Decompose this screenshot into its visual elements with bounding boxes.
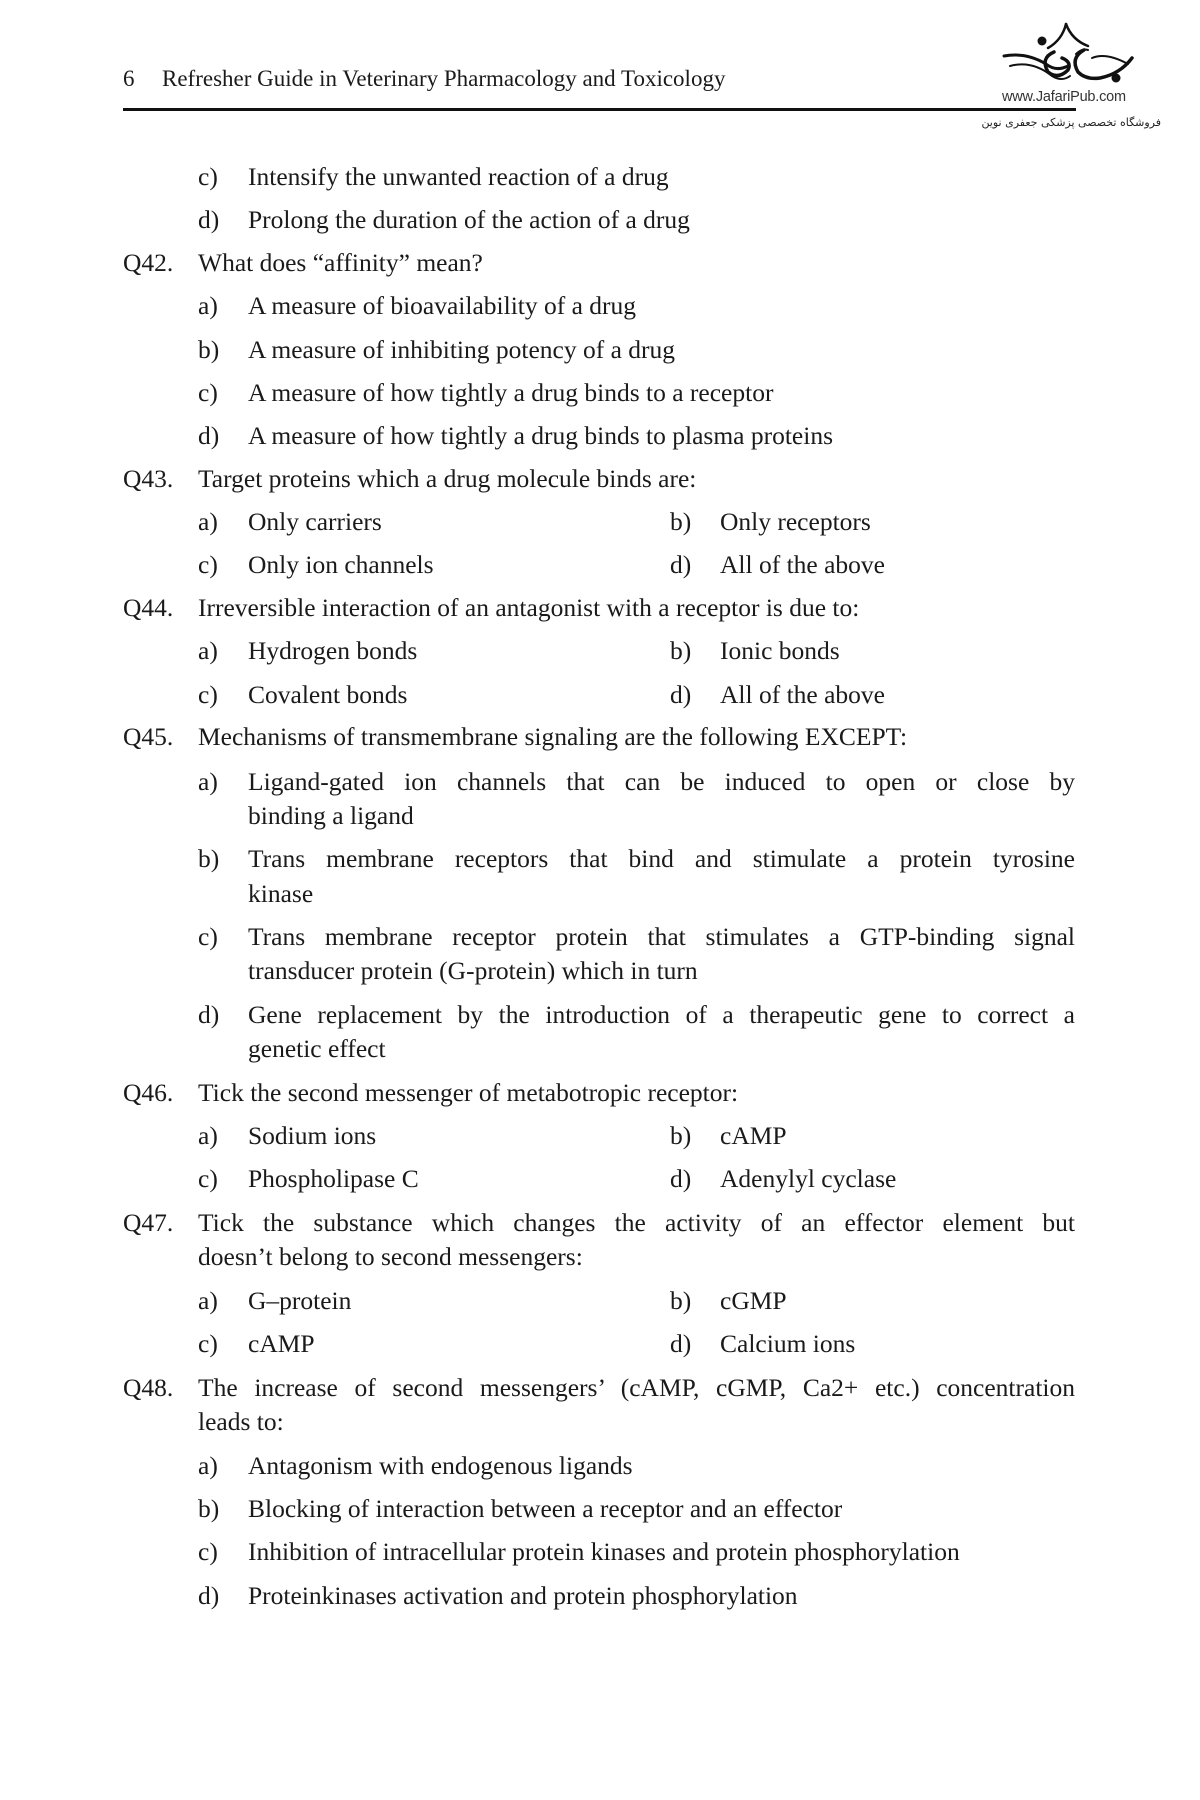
option-text: cAMP [720, 1121, 787, 1150]
question-text: What does “affinity” mean? [198, 248, 483, 277]
option-letter: a) [198, 291, 218, 320]
jafari-calligraphy-logo-icon [996, 18, 1141, 90]
option-letter: c) [198, 378, 218, 407]
option-letter: d) [198, 205, 220, 234]
option-text: Only ion channels [248, 550, 434, 579]
option-text: Calcium ions [720, 1329, 856, 1358]
option-letter: c) [198, 550, 218, 579]
option-letter: c) [198, 922, 218, 951]
option-text: Only carriers [248, 507, 382, 536]
question-number: Q48. [123, 1373, 174, 1402]
question-text: Irreversible interaction of an antagonist with a receptor is due to: [198, 593, 860, 622]
option-letter: d) [670, 680, 692, 709]
question-number: Q44. [123, 593, 174, 622]
option-text: Covalent bonds [248, 680, 408, 709]
option-text: Proteinkinases activation and protein phosphorylation [248, 1581, 798, 1610]
option-text: Prolong the duration of the action of a drug [248, 205, 690, 234]
option-letter: a) [198, 767, 218, 796]
question-number: Q43. [123, 464, 174, 493]
option-letter: a) [198, 1451, 218, 1480]
option-text: Antagonism with endogenous ligands [248, 1451, 633, 1480]
option-letter: a) [198, 1121, 218, 1150]
header-rule [123, 108, 1076, 111]
publisher-url: www.JafariPub.com [1002, 89, 1126, 105]
question-text: Mechanisms of transmembrane signaling are the following EXCEPT: [198, 722, 908, 751]
option-letter: b) [670, 1121, 692, 1150]
option-text: A measure of how tightly a drug binds to a receptor [248, 378, 774, 407]
question-number: Q46. [123, 1078, 174, 1107]
option-letter: a) [198, 1286, 218, 1315]
option-text-line2: kinase [248, 879, 314, 908]
option-text: Sodium ions [248, 1121, 377, 1150]
option-text: cGMP [720, 1286, 787, 1315]
option-letter: d) [198, 1581, 220, 1610]
question-text: Target proteins which a drug molecule binds are: [198, 464, 697, 493]
option-text-line2: binding a ligand [248, 801, 414, 830]
option-text-line1: Trans membrane receptor protein that stimulates a GTP-binding signal [248, 922, 1075, 951]
option-letter: d) [670, 550, 692, 579]
option-text: Ionic bonds [720, 636, 840, 665]
question-text-line1: Tick the substance which changes the activity of an effector element but [198, 1208, 1075, 1237]
option-text-line1: Trans membrane receptors that bind and stimulate a protein tyrosine [248, 844, 1075, 873]
option-text: Adenylyl cyclase [720, 1164, 897, 1193]
option-letter: b) [198, 1494, 220, 1523]
question-text-line2: leads to: [198, 1407, 284, 1436]
option-text: A measure of how tightly a drug binds to plasma proteins [248, 421, 833, 450]
option-text-line1: Ligand-gated ion channels that can be induced to open or close by [248, 767, 1075, 796]
option-text-line2: transducer protein (G-protein) which in turn [248, 956, 698, 985]
option-letter: c) [198, 162, 218, 191]
option-letter: c) [198, 1164, 218, 1193]
option-text: All of the above [720, 680, 885, 709]
option-text: Intensify the unwanted reaction of a drug [248, 162, 669, 191]
running-title: Refresher Guide in Veterinary Pharmacology and Toxicology [162, 66, 726, 91]
option-letter: a) [198, 507, 218, 536]
question-text-line1: The increase of second messengers’ (cAMP, cGMP, Ca2+ etc.) concentration [198, 1373, 1075, 1402]
publisher-tagline: فروشگاه تخصصی پزشکی جعفری نوین [981, 116, 1161, 129]
option-letter: b) [670, 1286, 692, 1315]
option-text: Blocking of interaction between a receptor and an effector [248, 1494, 843, 1523]
option-text: A measure of bioavailability of a drug [248, 291, 637, 320]
question-text: Tick the second messenger of metabotropic receptor: [198, 1078, 739, 1107]
option-text: Inhibition of intracellular protein kinases and protein phosphorylation [248, 1537, 960, 1566]
option-text: Only receptors [720, 507, 871, 536]
option-text: All of the above [720, 550, 885, 579]
option-letter: b) [670, 507, 692, 536]
option-text: cAMP [248, 1329, 315, 1358]
option-letter: b) [670, 636, 692, 665]
option-letter: d) [670, 1164, 692, 1193]
option-text: G–protein [248, 1286, 352, 1315]
option-text: A measure of inhibiting potency of a drug [248, 335, 676, 364]
option-text-line1: Gene replacement by the introduction of a therapeutic gene to correct a [248, 1000, 1075, 1029]
option-letter: d) [670, 1329, 692, 1358]
question-number: Q42. [123, 248, 174, 277]
question-text-line2: doesn’t belong to second messengers: [198, 1242, 583, 1271]
option-text-line2: genetic effect [248, 1034, 386, 1063]
option-text: Phospholipase C [248, 1164, 419, 1193]
option-text: Hydrogen bonds [248, 636, 418, 665]
option-letter: b) [198, 335, 220, 364]
question-number: Q45. [123, 722, 174, 751]
option-letter: a) [198, 636, 218, 665]
option-letter: c) [198, 1537, 218, 1566]
option-letter: b) [198, 844, 220, 873]
option-letter: d) [198, 1000, 220, 1029]
question-number: Q47. [123, 1208, 174, 1237]
option-letter: d) [198, 421, 220, 450]
option-letter: c) [198, 680, 218, 709]
page-number: 6 [123, 66, 135, 91]
option-letter: c) [198, 1329, 218, 1358]
